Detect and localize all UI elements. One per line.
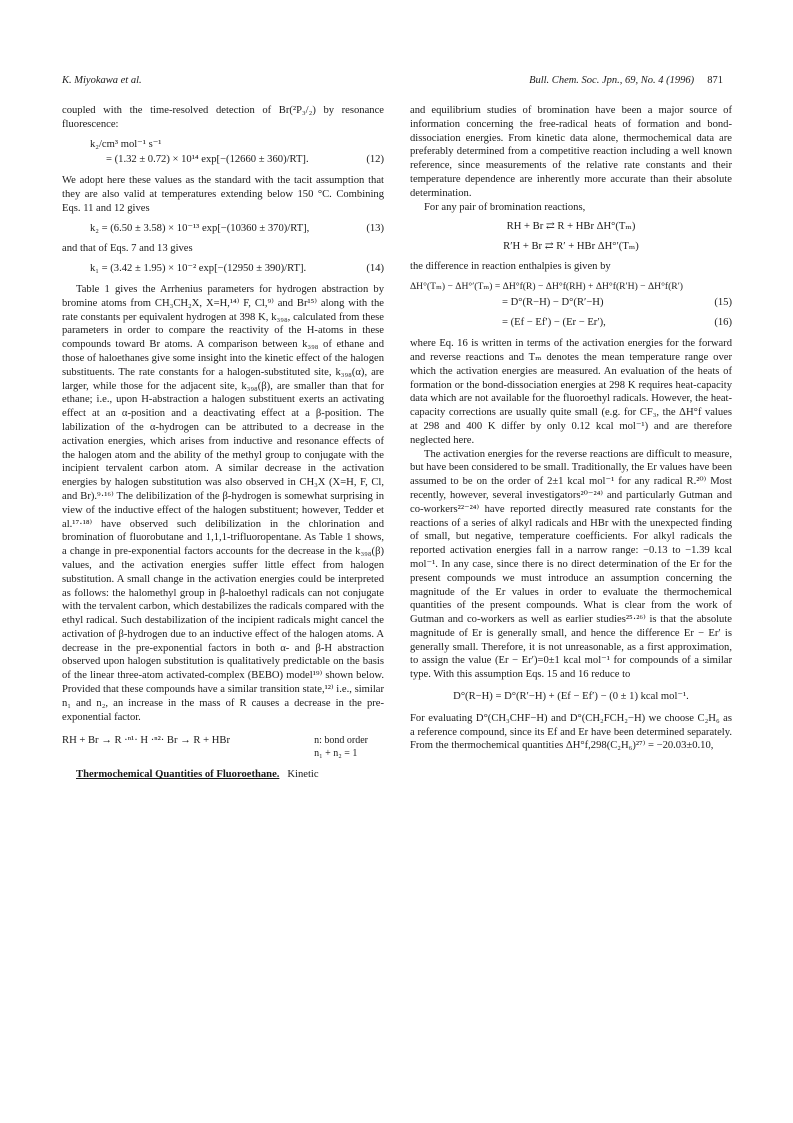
equation-15-line1-row [410,280,732,294]
equation-14-number: (14) [366,263,384,275]
right-paragraph-4: where Eq. 16 is written in terms of the activation energies for the forward and reverse reactions and Tₘ denotes the mean temperature range over which the activation energies are measured. An evaluation of the heats of formation or the bond-dissociation energies at 298 K requires heat-capacity data which are not available for the fluoroethyl radicals. However, the heat-capacity corrections are usually quite small (e.g. for CF₃, the ΔH°f values at 298 and 400 K differ by only 0.12 kcal mol⁻¹) and are therefore neglected here. [410,338,732,446]
right-paragraph-3: the difference in reaction enthalpies is given by [410,260,611,272]
bebo-scheme [62,734,384,760]
equation-14 [62,262,384,276]
left-column [62,104,384,782]
right-column [410,104,732,753]
equation-15 [410,296,732,310]
equation-12 [62,153,384,167]
right-paragraph-6: For evaluating D°(CH₃CHF−H) and D°(CH₂FCH₂−H) we choose C₂H₆ as a reference compound, since its Ef and Er have been determined separately. From the thermochemical quantities ΔH°f,298(C₂H₆)²⁷⁾ = −20.03±0.10, [410,712,732,752]
running-header-journal [529,75,723,86]
equation-15-number: (15) [714,296,732,308]
equation-reduced-body: D°(R−H) = D°(R′−H) + (Ef − Ef′) − (0 ± 1) kcal mol⁻¹. [453,691,689,703]
bebo-notes [314,734,384,760]
journal-citation: Bull. Chem. Soc. Jpn., 69, No. 4 (1996) [529,75,695,86]
section-title: Thermochemical Quantities of Fluoroethane. [76,769,280,781]
section-first-word: Kinetic [287,769,319,781]
equation-14-body: k₁ = (3.42 ± 1.95) × 10⁻² exp[−(12950 ± 390)/RT]. [90,263,307,275]
equation-16 [410,316,732,330]
equation-12-line1: k₂/cm³ mol⁻¹ s⁻¹ [90,138,162,150]
equation-13-number: (13) [366,222,384,234]
left-paragraph-3: and that of Eqs. 7 and 13 gives [62,243,193,255]
section-heading-line [62,768,384,782]
bebo-note-sum: n₁ + n₂ = 1 [314,748,358,760]
right-paragraph-5: The activation energies for the reverse reactions are difficult to measure, but have been considered to be small. Traditionally, the Er values have been assumed to be on the order of 2±1 kcal mol⁻¹ for any radical R.²⁰⁾ Most recently, however, several investigators²⁰⁻²⁴⁾ and particularly Gutman and co-workers²²⁻²⁴⁾ have reported directly measured rate constants for the reactions of a series of alkyl radicals and HBr with the unexpected finding of small, but negative, temperature coefficients. For alkyl radicals the reported activation energies fall in a narrow range: −0.13 to −1.39 kcal mol⁻¹. In any case, since there is no direct determination of the Er for the present compounds we must introduce an assumption concerning the magnitude of the Er values in order to evaluate the thermochemical quantities of the present compounds. What is clear from the work of Gutman and co-workers as well as earlier studies²⁵·²⁶⁾ is that the absolute magnitude of Er is generally small, and hence the difference Er − Er′ is generally small. Therefore, it is not unreasonable, as a first approximation, to assign the value (Er − Er′)=0±1 kcal mol⁻¹ for compounds of a similar type. With this assumption Eqs. 15 and 16 reduce to [410,448,732,681]
equation-13-body: k₂ = (6.50 ± 3.58) × 10⁻¹³ exp[−(10360 ± 370)/RT], [90,222,310,234]
running-header-authors: K. Miyokawa et al. [62,75,142,86]
equation-reduced [410,690,732,704]
equation-16-body: = (Ef − Ef′) − (Er − Er′), [502,317,606,329]
reaction-2: R′H + Br ⇄ R′ + HBr ΔH°′(Tₘ) [503,241,639,253]
right-paragraph-2: For any pair of bromination reactions, [424,201,586,213]
equation-15-line2: = D°(R−H) − D°(R′−H) [502,296,604,308]
equation-12-label [62,138,384,152]
equation-16-number: (16) [714,317,732,329]
equation-12-line2: = (1.32 ± 0.72) × 10¹⁴ exp[−(12660 ± 360)/RT]. [106,154,309,166]
bebo-note-bond-order: n: bond order [314,735,368,747]
equation-12-number: (12) [366,154,384,166]
equation-15-line1: ΔH°(Tₘ) − ΔH°′(Tₘ) = ΔH°f(R) − ΔH°f(RH) + ΔH°f(R′H) − ΔH°f(R′) [410,280,683,292]
left-paragraph-1: coupled with the time-resolved detection of Br(²P₃/₂) by resonance fluorescence: [62,105,384,130]
reaction-1: RH + Br ⇄ R + HBr ΔH°(Tₘ) [506,221,636,233]
page-number: 871 [707,75,723,86]
equation-13 [62,222,384,236]
left-paragraph-4: Table 1 gives the Arrhenius parameters for hydrogen abstraction by bromine atoms from CH₃CH₂X, X=H,¹⁴⁾ F, Cl,⁹⁾ and Br¹⁵⁾ along with the rate constants per equivalent hydrogen at 398 K, k₃₉₈, calculated from these parameters in order to compare the reactivity of the H-atoms in these compounds toward Br atoms. A comparison between k₃₉₈ of ethane and those of haloethanes give some insight into the kinetic effect of the halogen substituents. The rate constants for a halogen-substituted site, k₃₉₈(α), are larger, while those for the adjacent site, k₃₉₈(β), are smaller than that for ethane; i.e., upon H-abstraction a halogen substituent exerts an activating effect at an α-position and a deactivating effect at a β-position. The labilization of the α-hydrogen can be attributed to a decrease in the activation energies, which arises from inductive and resonance effects of the halogen atom and the ability of the methyl group to conjugate with the incipient tervalent carbon atom. A similar decrease in the activation energies by halogen substitution was also observed in CH₃X (X=H, F, Cl, and Br).⁹·¹⁶⁾ The delibilization of the β-hydrogen is somewhat surprising in view of the inductive effect of the halogen substituent; however, Tedder et al.¹⁷·¹⁸⁾ have observed such delibilization in the chlorination and bromination of fluorobutane and 1,1,1-trifluoropentane. As Table 1 shows, a change in pre-exponential factors accounts for the decrease in the k₃₉₈(β) values, and the activation energies suffer little effect from halogen substitution. A small change in the activation energies could be interpreted as follows: the halomethyl group in β-haloethyl radicals can not conjugate with the tervalent carbon, which destabilizes the radicals compared with the ethyl radical. Such destabilization of the incipient radicals might cancel the activation of β-hydrogen due to an inductive effect of the halogen atoms. A decrease in the pre-exponential factors in both α- and β-H abstraction observed upon halogen substitution is qualitatively predictable on the basis of the linear three-atom activated-complex (BEBO) model¹⁹⁾ shown below. Provided that these compounds have a similar transition state,¹²⁾ i.e., similar n₁ and n₂, an increase in the mass of R causes a decrease in the pre-exponential factor. [62,283,384,723]
right-paragraph-1: and equilibrium studies of bromination have been a major source of information concerning the free-radical heats of formation and bond-dissociation energies. From kinetic data alone, thermochemical data are preferably determined from a competitive reaction including a well known reference, since measurements of the relative rate constants and their temperature dependence are inherently more accurate than their absolute determination. [410,105,732,199]
bebo-reaction: RH + Br → R ·ⁿ¹· H ·ⁿ²· Br → R + HBr [62,735,230,747]
left-paragraph-2: We adopt here these values as the standard with the tacit assumption that they are also valid at temperatures extending below 150 °C. Combining Eqs. 11 and 12 gives [62,175,384,214]
